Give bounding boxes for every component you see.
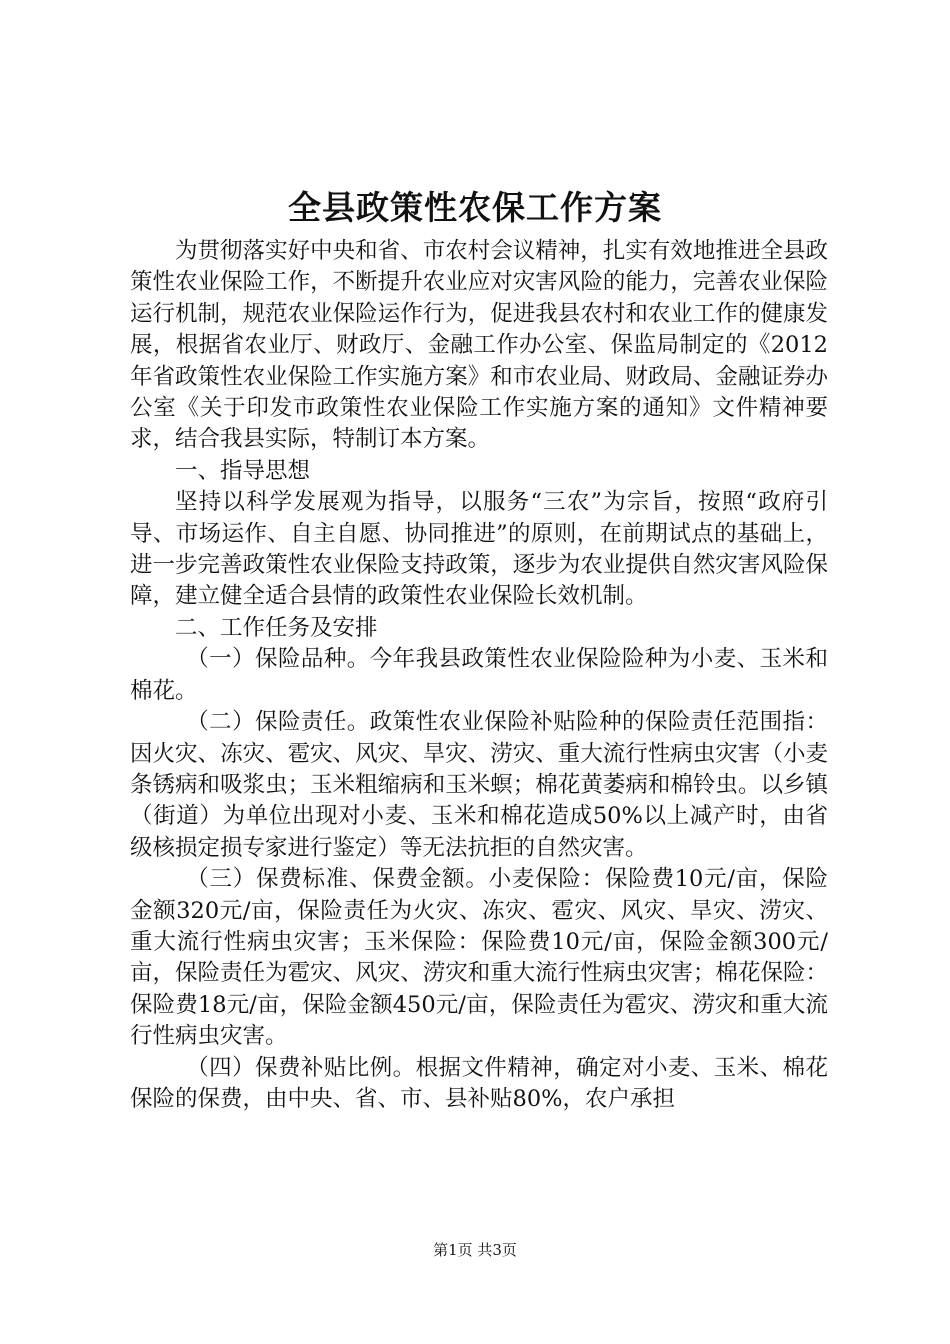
section-heading-tasks: 二、工作任务及安排 (175, 614, 378, 641)
premium-standards-paragraph: （三）保费标准、保费金额。小麦保险：保险费10元/亩，保险金额320元/亩，保险责任为火灾、冻灾、雹灾、风灾、旱灾、涝灾、重大流行性病虫灾害；玉米保险：保险费10元/亩，保险金额300元/亩，保险责任为雹灾、风灾、涝灾和重大流行性病虫灾害；棉花保险：保险费18元/亩，保险金额450元/亩，保险责任为雹灾、涝灾和重大流行性病虫灾害。 (130, 866, 828, 1050)
insurance-types-paragraph: （一）保险品种。今年我县政策性农业保险险种为小麦、玉米和棉花。 (130, 646, 828, 704)
premium-subsidy-paragraph: （四）保费补贴比例。根据文件精神，确定对小麦、玉米、棉花保险的保费，由中央、省、市、县补贴80%，农户承担 (130, 1054, 828, 1112)
intro-paragraph: 为贯彻落实好中央和省、市农村会议精神，扎实有效地推进全县政策性农业保险工作，不断提升农业应对灾害风险的能力，完善农业保险运行机制，规范农业保险运作行为，促进我县农村和农业工作的健康发展，根据省农业厅、财政厅、金融工作办公室、保监局制定的《2012年省政策性农业保险工作实施方案》和市农业局、财政局、金融证券办公室《关于印发市政策性农业保险工作实施方案的通知》文件精神要求，结合我县实际，特制订本方案。 (130, 238, 828, 453)
document-body (130, 236, 828, 1115)
insurance-liability-paragraph: （二）保险责任。政策性农业保险补贴险种的保险责任范围指：因火灾、冻灾、雹灾、风灾、旱灾、涝灾、重大流行性病虫灾害（小麦条锈病和吸浆虫；玉米粗缩病和玉米螟；棉花黄萎病和棉铃虫。以乡镇（街道）为单位出现对小麦、玉米和棉花造成50%以上减产时，由省级核损定损专家进行鉴定）等无法抗拒的自然灾害。 (130, 709, 828, 861)
guiding-ideology-paragraph: 坚持以科学发展观为指导，以服务“三农”为宗旨，按照“政府引导、市场运作、自主自愿、协同推进”的原则，在前期试点的基础上，进一步完善政策性农业保险支持政策，逐步为农业提供自然灾害风险保障，建立健全适合县情的政策性农业保险长效机制。 (130, 489, 828, 610)
document-title: 全县政策性农保工作方案 (288, 188, 662, 227)
page-footer: 第1页 共3页 (433, 1241, 517, 1259)
section-heading-guiding-ideology: 一、指导思想 (175, 457, 311, 484)
